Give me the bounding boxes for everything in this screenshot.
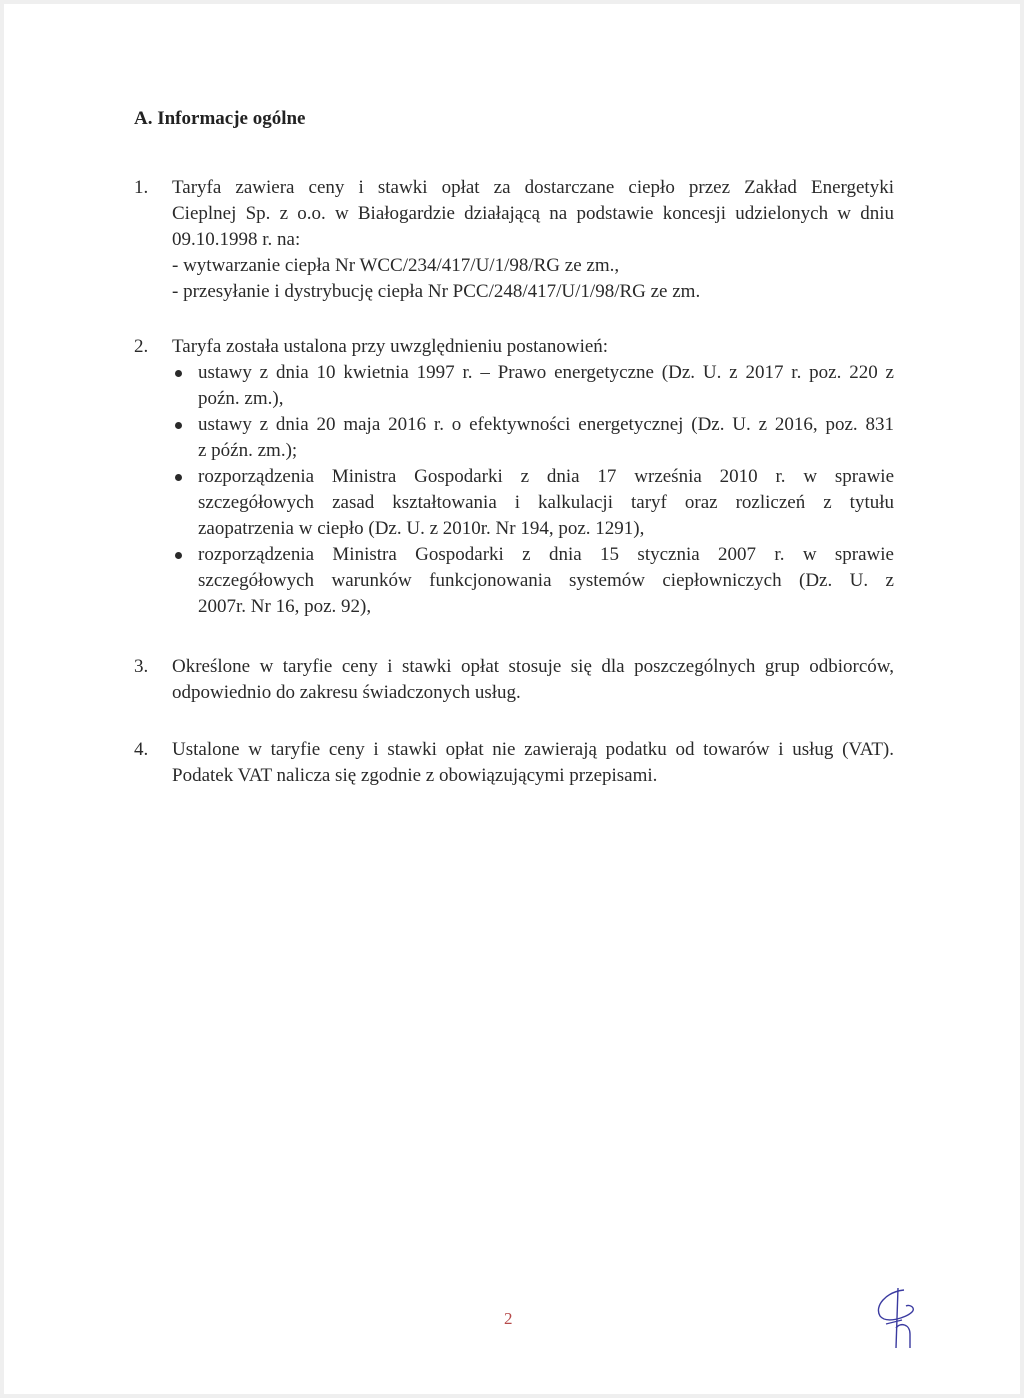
text-line: Podatek VAT nalicza się zgodnie z obowiązującymi przepisami. (172, 765, 658, 786)
list-item (172, 464, 894, 542)
text-line: 2007r. Nr 16, poz. 92), (198, 596, 372, 617)
text-line: Określone w taryfie ceny i stawki opłat stosuje się dla poszczególnych grup odbiorców, (172, 656, 894, 677)
list-item-1 (134, 175, 894, 305)
list-item-4 (134, 737, 894, 789)
bullet-list (172, 360, 894, 620)
text-line: odpowiednio do zakresu świadczonych usług. (172, 682, 521, 703)
text-line: z późn. zm.); (198, 440, 298, 461)
text-line: - przesyłanie i dystrybucję ciepła Nr PCC/248/417/U/1/98/RG ze zm. (172, 281, 701, 302)
document-page (4, 4, 1020, 1394)
text-line: Taryfa zawiera ceny i stawki opłat za dostarczane ciepło przez Zakład Energetyki (172, 177, 894, 198)
text-line: ustawy z dnia 10 kwietnia 1997 r. – Prawo energetyczne (Dz. U. z 2017 r. poz. 220 z (198, 362, 894, 383)
text-line: poźn. zm.), (198, 388, 284, 409)
section-heading: A. Informacje ogólne (134, 108, 306, 129)
text-line: zaopatrzenia w ciepło (Dz. U. z 2010r. Nr 194, poz. 1291), (198, 518, 645, 539)
list-item (172, 412, 894, 464)
item-number: 1. (134, 177, 149, 198)
list-item (172, 360, 894, 412)
text-line: Taryfa została ustalona przy uwzględnieniu postanowień: (172, 336, 609, 357)
signature-initials (866, 1284, 926, 1354)
text-line: rozporządzenia Ministra Gospodarki z dnia 17 września 2010 r. w sprawie (198, 466, 894, 487)
text-line: Cieplnej Sp. z o.o. w Białogardzie działającą na podstawie koncesji udzielonych w dniu (172, 203, 894, 224)
page-number: 2 (504, 1309, 513, 1328)
list-item (172, 542, 894, 620)
text-line: 09.10.1998 r. na: (172, 229, 301, 250)
text-line: rozporządzenia Ministra Gospodarki z dnia 15 stycznia 2007 r. w sprawie (198, 544, 894, 565)
item-number: 2. (134, 336, 149, 357)
text-line: szczegółowych zasad kształtowania i kalkulacji taryf oraz rozliczeń z tytułu (198, 492, 894, 513)
text-line: - wytwarzanie ciepła Nr WCC/234/417/U/1/98/RG ze zm., (172, 255, 620, 276)
text-line: ustawy z dnia 20 maja 2016 r. o efektywności energetycznej (Dz. U. z 2016, poz. 831 (198, 414, 894, 435)
list-item-2 (134, 334, 894, 620)
text-line: szczegółowych warunków funkcjonowania systemów ciepłowniczych (Dz. U. z (198, 570, 894, 591)
item-number: 3. (134, 656, 149, 677)
list-item-3 (134, 654, 894, 706)
item-number: 4. (134, 739, 149, 760)
text-line: Ustalone w taryfie ceny i stawki opłat nie zawierają podatku od towarów i usług (VAT). (172, 739, 894, 760)
